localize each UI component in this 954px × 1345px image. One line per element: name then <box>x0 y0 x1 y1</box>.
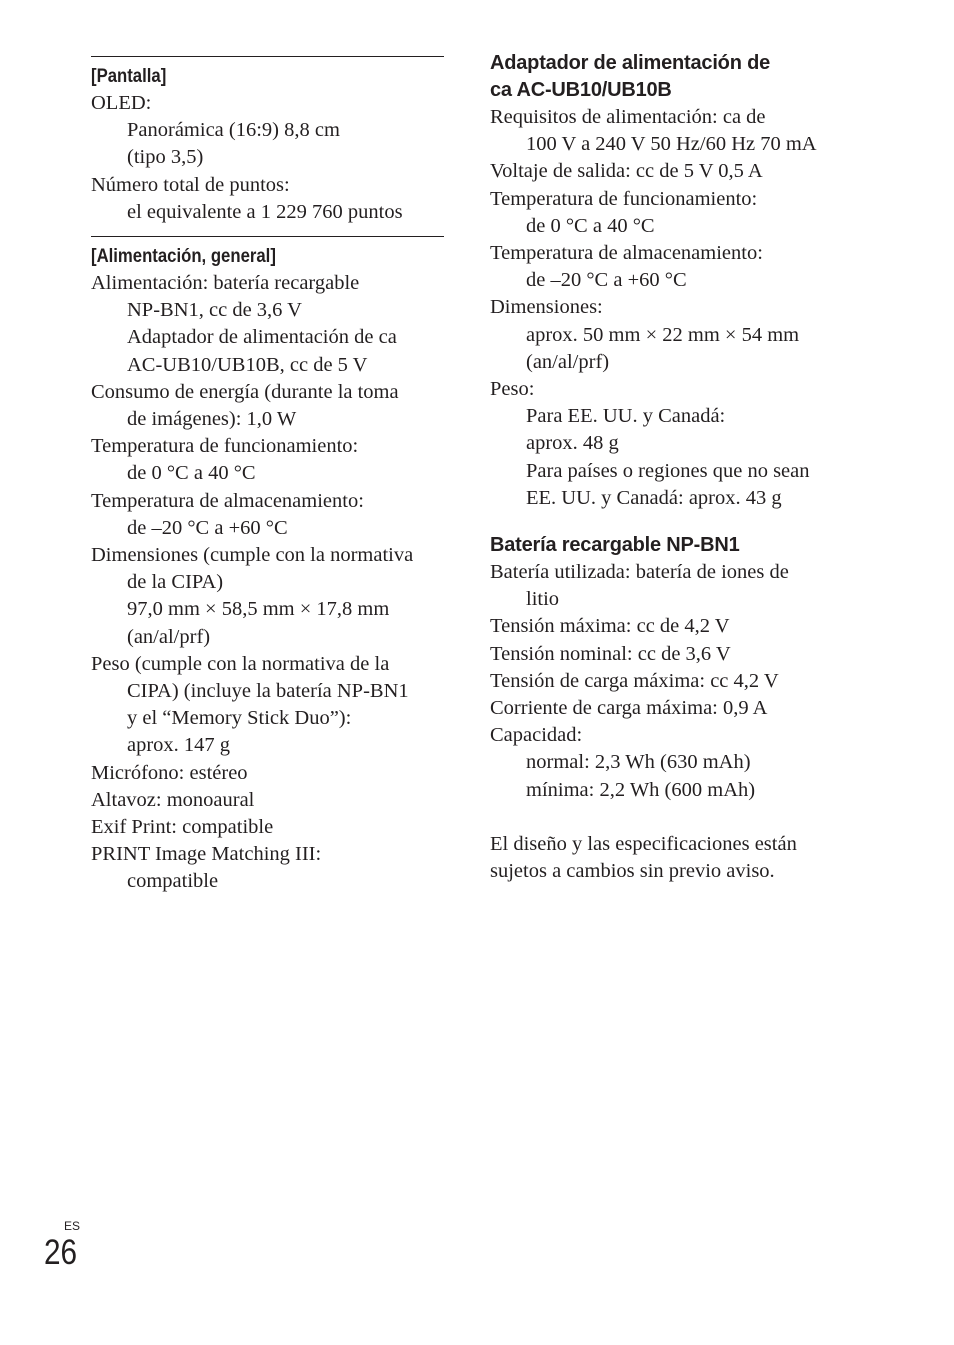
spec-line: Número total de puntos: <box>91 173 290 196</box>
adaptador-spec-list <box>490 104 860 512</box>
page-number: 26 <box>44 1233 78 1272</box>
spec-line: Exif Print: compatible <box>91 816 274 839</box>
spec-line: de –20 °C a +60 °C <box>127 516 288 539</box>
spec-line: 97,0 mm × 58,5 mm × 17,8 mm <box>127 598 390 621</box>
spec-line: Alimentación: batería recargable <box>91 272 360 295</box>
heading-line: ca AC-UB10/UB10B <box>490 79 672 101</box>
bateria-spec-list <box>490 559 860 804</box>
spec-line: Tensión máxima: cc de 4,2 V <box>490 615 730 638</box>
spec-line: aprox. 50 mm × 22 mm × 54 mm <box>526 323 800 346</box>
spec-line: Batería utilizada: batería de iones de <box>490 561 789 584</box>
spec-line: Peso: <box>490 378 535 401</box>
right-column <box>490 0 860 885</box>
spec-line: el equivalente a 1 229 760 puntos <box>127 200 403 223</box>
spec-line: Peso (cumple con la normativa de la <box>91 652 390 675</box>
spec-line: de 0 °C a 40 °C <box>526 214 655 237</box>
spec-line: Temperatura de almacenamiento: <box>490 242 763 265</box>
spec-line: Temperatura de funcionamiento: <box>91 435 359 458</box>
spec-line: Tensión nominal: cc de 3,6 V <box>490 642 731 665</box>
spec-line: y el “Memory Stick Duo”): <box>127 707 352 730</box>
notice-line: sujetos a cambios sin previo aviso. <box>490 860 775 883</box>
spec-line: de la CIPA) <box>127 571 224 594</box>
spec-line: 100 V a 240 V 50 Hz/60 Hz 70 mA <box>526 133 817 156</box>
spec-line: Adaptador de alimentación de ca <box>127 326 397 349</box>
spec-line: litio <box>526 588 560 611</box>
spec-line: Consumo de energía (durante la toma <box>91 380 399 403</box>
spec-line: de –20 °C a +60 °C <box>526 269 687 292</box>
notice-line: El diseño y las especificaciones están <box>490 832 797 855</box>
spec-line: (tipo 3,5) <box>127 146 204 169</box>
spec-line: AC-UB10/UB10B, cc de 5 V <box>127 353 368 376</box>
spec-line: PRINT Image Matching III: <box>91 843 322 866</box>
heading-line: Adaptador de alimentación de <box>490 52 771 74</box>
spec-line: Micrófono: estéreo <box>91 761 248 784</box>
spec-line: normal: 2,3 Wh (630 mAh) <box>526 751 751 774</box>
section-heading-adaptador <box>490 50 860 104</box>
section-heading-pantalla: [Pantalla] <box>91 66 167 87</box>
spec-line: OLED: <box>91 92 152 114</box>
spec-line: Dimensiones: <box>490 296 603 319</box>
change-notice <box>490 831 860 885</box>
spec-line: Temperatura de funcionamiento: <box>490 187 758 210</box>
spec-line: (an/al/prf) <box>526 350 610 373</box>
alimentacion-spec-list <box>91 270 444 896</box>
spec-line: Voltaje de salida: cc de 5 V 0,5 A <box>490 160 763 183</box>
spec-line: Para EE. UU. y Canadá: <box>526 405 726 428</box>
spec-line: CIPA) (incluye la batería NP-BN1 <box>127 680 409 703</box>
spec-line: aprox. 147 g <box>127 734 231 757</box>
spec-line: Temperatura de almacenamiento: <box>91 489 364 512</box>
spec-line: de 0 °C a 40 °C <box>127 462 256 485</box>
spec-line: Capacidad: <box>490 724 583 747</box>
spec-line: compatible <box>127 870 219 893</box>
spec-line: EE. UU. y Canadá: aprox. 43 g <box>526 486 782 509</box>
spec-line: (an/al/prf) <box>127 625 211 648</box>
spec-line: aprox. 48 g <box>526 432 619 455</box>
spec-line: de imágenes): 1,0 W <box>127 408 297 431</box>
spec-line: Requisitos de alimentación: ca de <box>490 106 766 128</box>
language-code: ES <box>64 1219 81 1233</box>
spec-line: Altavoz: monoaural <box>91 788 255 811</box>
spec-line: mínima: 2,2 Wh (600 mAh) <box>526 778 756 801</box>
pantalla-spec-list <box>91 90 444 226</box>
spec-line: Dimensiones (cumple con la normativa <box>91 544 414 567</box>
section-heading-alimentacion: [Alimentación, general] <box>91 246 276 268</box>
left-column <box>91 0 444 896</box>
spec-line: Panorámica (16:9) 8,8 cm <box>127 119 340 142</box>
spec-line: Tensión de carga máxima: cc 4,2 V <box>490 669 779 692</box>
spec-line: Para países o regiones que no sean <box>526 459 810 482</box>
spec-line: Corriente de carga máxima: 0,9 A <box>490 697 768 720</box>
spec-line: NP-BN1, cc de 3,6 V <box>127 299 302 322</box>
section-heading-bateria: Batería recargable NP-BN1 <box>490 534 740 557</box>
